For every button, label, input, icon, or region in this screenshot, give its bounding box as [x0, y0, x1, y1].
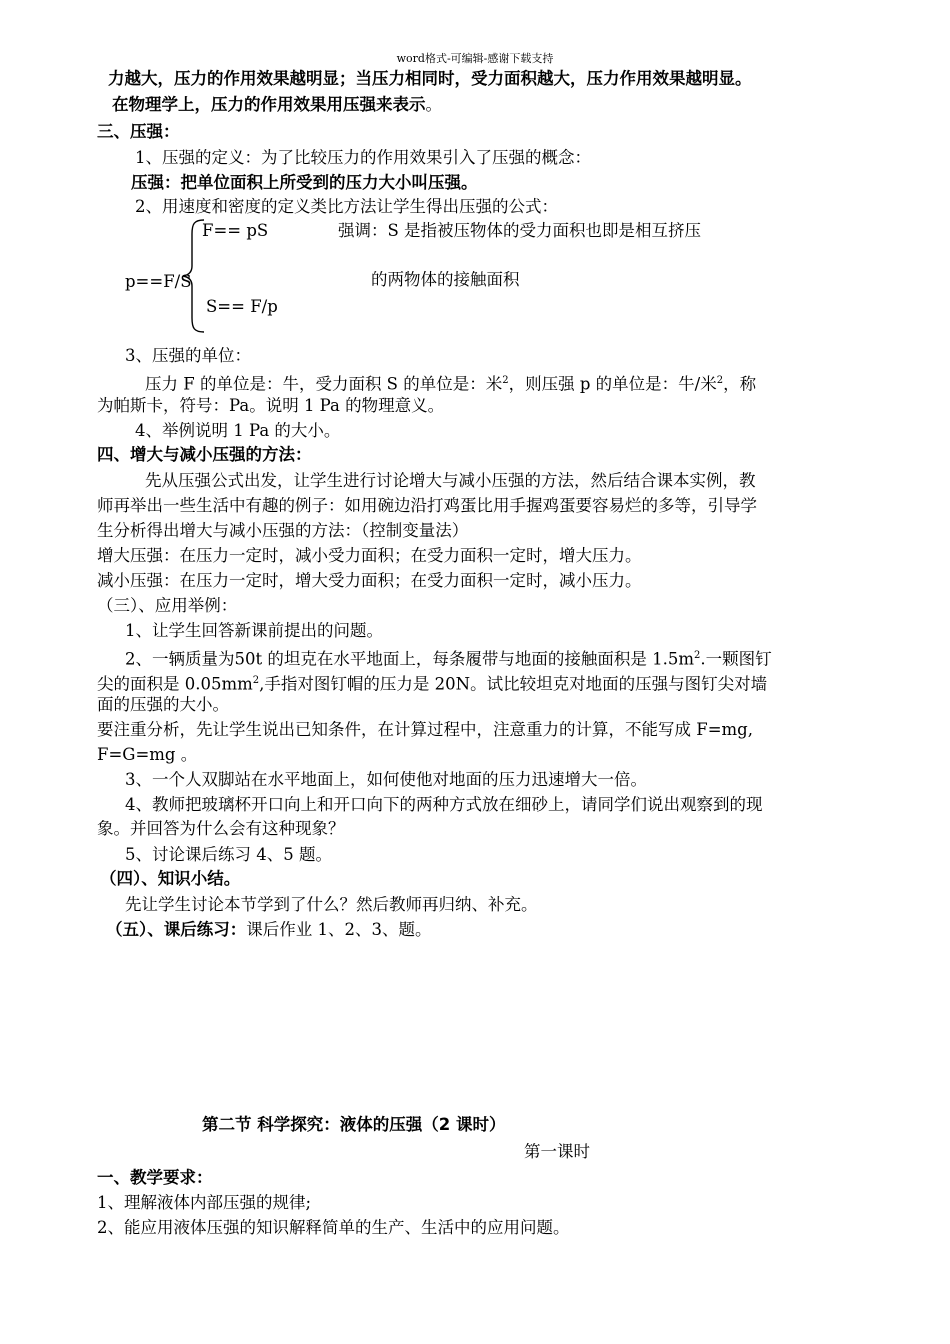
- text-span: ,手指对图钉帽的压力是 20N。试比较坦克对地面的压强与图钉尖对墙: [259, 674, 768, 694]
- superscript: 2: [502, 375, 509, 386]
- text-line: 力越大，压力的作用效果越明显；当压力相同时，受力面积越大，压力作用效果越明显。: [108, 69, 752, 88]
- text-line: 减小压强：在压力一定时，增大受力面积；在受力面积一定时，减小压力。: [97, 571, 642, 590]
- formula-p: p==F/S: [125, 272, 192, 291]
- text-line: 5、讨论课后练习 4、5 题。: [125, 845, 332, 864]
- superscript: 2: [716, 375, 724, 386]
- text-line: 面的压强的大小。: [97, 695, 229, 714]
- text-line: 象。并回答为什么会有这种现象？: [97, 819, 345, 838]
- curly-brace-icon: [180, 218, 208, 334]
- text-line: 2、用速度和密度的定义类比方法让学生得出压强的公式：: [135, 197, 558, 216]
- text-span: 2、一辆质量为50t 的坦克在水平地面上，每条履带与地面的接触面积是 1.5m: [125, 649, 695, 669]
- text-line: 师再举出一些生活中有趣的例子：如用碗边沿打鸡蛋比用手握鸡蛋要容易烂的多等，引导学: [97, 496, 757, 515]
- text-span: 课后作业 1、2、3、题。: [246, 920, 432, 939]
- text-line: 生分析得出增大与减小压强的方法：（控制变量法）: [97, 521, 469, 540]
- text-line: [125, 645, 772, 671]
- text-line: 要注重分析，先让学生说出已知条件，在计算过程中，注意重力的计算，不能写成 F=mg,: [97, 720, 753, 739]
- text-span: 。: [425, 95, 442, 114]
- text-line: F=G=mg 。: [97, 745, 198, 764]
- formula-f: F== pS: [202, 221, 269, 240]
- text-line: 4、教师把玻璃杯开口向上和开口向下的两种方式放在细砂上，请同学们说出观察到的现: [125, 795, 763, 814]
- section-title: 第二节 科学探究：液体的压强（2 课时）: [202, 1115, 506, 1134]
- section-heading: 三、压强：: [97, 122, 180, 141]
- superscript: 2: [694, 650, 701, 661]
- period-label: 第一课时: [524, 1142, 590, 1161]
- text-span: .一颗图钉: [700, 649, 772, 669]
- text-line: 3、压强的单位：: [125, 346, 251, 365]
- definition-line: 压强：把单位面积上所受到的压力大小叫压强。: [131, 173, 478, 192]
- text-line: 增大压强：在压力一定时，减小受力面积；在受力面积一定时，增大压力。: [97, 546, 642, 565]
- formula-note: 强调：S 是指被压物体的受力面积也即是相互挤压: [338, 221, 702, 240]
- text-line: 3、一个人双脚站在水平地面上，如何使他对地面的压力迅速增大一倍。: [125, 770, 647, 789]
- text-line: 先让学生讨论本节学到了什么？然后教师再归纳、补充。: [125, 895, 538, 914]
- formula-s: S== F/p: [206, 297, 278, 316]
- text-span: ，则压强 p 的单位是：牛/米: [508, 374, 717, 394]
- subsection-heading: （三）、应用举例：: [97, 596, 238, 615]
- text-span: 压力 F 的单位是：牛，受力面积 S 的单位是：米: [145, 374, 503, 394]
- text-line: 4、举例说明 1 Pa 的大小。: [135, 421, 341, 440]
- bold-text: 在物理学上，压力的作用效果用压强来表示: [112, 95, 426, 114]
- text-line: [145, 370, 756, 396]
- text-line: 为帕斯卡，符号：Pa。说明 1 Pa 的物理意义。: [97, 396, 445, 415]
- section-heading: 四、增大与减小压强的方法：: [97, 445, 312, 464]
- text-span: 尖的面积是 0.05mm: [97, 674, 253, 694]
- formula-note: 的两物体的接触面积: [371, 270, 520, 289]
- subsection-heading: （五）、课后练习：: [106, 920, 247, 939]
- section-heading: 一、教学要求：: [97, 1168, 213, 1187]
- superscript: 2: [252, 675, 260, 686]
- text-line: 1、理解液体内部压强的规律;: [97, 1193, 312, 1212]
- text-line: [106, 919, 432, 941]
- text-line: 1、让学生回答新课前提出的问题。: [125, 621, 383, 640]
- page-header: word格式-可编辑-感谢下载支持: [396, 52, 554, 65]
- text-line: [97, 670, 767, 696]
- text-line: 1、压强的定义：为了比较压力的作用效果引入了压强的概念：: [135, 148, 591, 167]
- text-span: ，称: [723, 374, 757, 394]
- subsection-heading: （四）、知识小结。: [100, 869, 241, 888]
- text-line: [112, 94, 442, 116]
- text-line: 2、能应用液体压强的知识解释简单的生产、生活中的应用问题。: [97, 1218, 570, 1237]
- text-line: 先从压强公式出发，让学生进行讨论增大与减小压强的方法，然后结合课本实例，教: [145, 471, 756, 490]
